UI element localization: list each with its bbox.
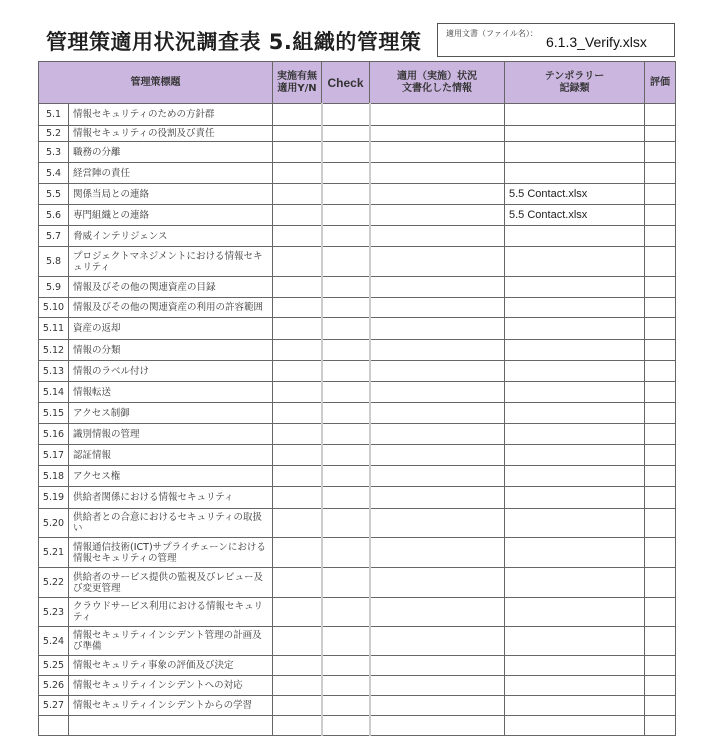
implemented-yn-cell[interactable] [273,142,322,163]
implemented-yn-cell[interactable] [273,205,322,226]
temporary-record-cell[interactable] [505,538,645,568]
implemented-yn-cell[interactable] [273,104,322,126]
evaluation-cell[interactable] [645,509,676,538]
page-title: 管理策適用状況調査表 5.組織的管理策 [46,30,422,54]
control-title: 情報転送 [69,382,273,403]
implemented-yn-cell[interactable] [273,382,322,403]
temporary-record-cell[interactable] [505,382,645,403]
control-title: 情報及びその他の関連資産の利用の許容範囲 [69,298,273,318]
applied-document-label: 適用文書（ファイル名）： [446,29,538,38]
control-title: 情報セキュリティインシデントへの対応 [69,676,273,696]
check-cell[interactable] [322,298,370,318]
control-title: 情報セキュリティインシデントからの学習 [69,696,273,716]
table-row [39,445,676,466]
implemented-yn-cell[interactable] [273,627,322,656]
documented-info-cell[interactable] [370,361,505,382]
temporary-record-cell[interactable] [505,627,645,656]
documented-info-cell[interactable] [370,104,505,126]
control-title: 情報及びその他の関連資産の目録 [69,277,273,298]
evaluation-cell[interactable] [645,142,676,163]
documented-info-cell[interactable] [370,424,505,445]
table-row [39,247,676,277]
control-number: 5.23 [39,598,69,627]
temporary-record-cell[interactable] [505,277,645,298]
check-cell[interactable] [322,247,370,277]
check-cell[interactable] [322,424,370,445]
temporary-record-cell[interactable] [505,163,645,184]
temporary-record-cell[interactable]: 5.5 Contact.xlsx [505,184,645,205]
check-cell[interactable] [322,184,370,205]
check-cell[interactable] [322,163,370,184]
control-title: 脅威インテリジェンス [69,226,273,247]
table-row [39,226,676,247]
check-cell[interactable] [322,126,370,142]
evaluation-cell[interactable] [645,696,676,716]
evaluation-cell[interactable] [645,403,676,424]
table-row [39,298,676,318]
control-title: 情報の分類 [69,340,273,361]
control-number [39,716,69,736]
evaluation-cell[interactable] [645,487,676,509]
table-row [39,340,676,361]
temporary-record-cell[interactable] [505,142,645,163]
table-row [39,104,676,126]
check-cell[interactable] [322,226,370,247]
check-cell[interactable] [322,538,370,568]
temporary-record-cell[interactable] [505,126,645,142]
documented-info-cell[interactable] [370,163,505,184]
documented-info-cell[interactable] [370,340,505,361]
check-cell[interactable] [322,318,370,340]
table-row [39,382,676,403]
control-number: 5.11 [39,318,69,340]
table-row [39,424,676,445]
table-row [39,466,676,487]
documented-info-cell[interactable] [370,318,505,340]
table-row [39,403,676,424]
evaluation-cell[interactable] [645,466,676,487]
control-number: 5.21 [39,538,69,568]
header-control-title: 管理策標題 [39,62,273,104]
check-cell[interactable] [322,598,370,627]
control-number: 5.26 [39,676,69,696]
implemented-yn-cell[interactable] [273,445,322,466]
documented-info-cell[interactable] [370,298,505,318]
evaluation-cell[interactable] [645,318,676,340]
table-row [39,163,676,184]
temporary-record-cell[interactable] [505,361,645,382]
table-row [39,598,676,627]
table-row [39,205,676,226]
table-row [39,696,676,716]
evaluation-cell[interactable] [645,247,676,277]
implemented-yn-cell[interactable] [273,487,322,509]
documented-info-cell[interactable] [370,184,505,205]
evaluation-cell[interactable] [645,445,676,466]
table-row [39,142,676,163]
evaluation-cell[interactable] [645,226,676,247]
documented-info-cell[interactable] [370,403,505,424]
control-title [69,716,273,736]
table-row [39,126,676,142]
check-cell[interactable] [322,277,370,298]
evaluation-cell[interactable] [645,126,676,142]
check-cell[interactable] [322,656,370,676]
check-cell[interactable] [322,509,370,538]
temporary-record-cell[interactable] [505,656,645,676]
control-title: 資産の返却 [69,318,273,340]
implemented-yn-cell[interactable] [273,403,322,424]
temporary-record-cell[interactable] [505,598,645,627]
implemented-yn-cell[interactable] [273,340,322,361]
evaluation-cell[interactable] [645,104,676,126]
evaluation-cell[interactable] [645,277,676,298]
temporary-record-cell[interactable] [505,424,645,445]
header-evaluation: 評価 [645,62,676,104]
documented-info-cell[interactable] [370,487,505,509]
implemented-yn-cell[interactable] [273,676,322,696]
implemented-yn-cell[interactable] [273,247,322,277]
temporary-record-cell[interactable] [505,445,645,466]
applied-document-filename[interactable]: 6.1.3_Verify.xlsx [546,34,647,50]
evaluation-cell[interactable] [645,568,676,598]
table-row [39,184,676,205]
evaluation-cell[interactable] [645,656,676,676]
check-cell[interactable] [322,466,370,487]
implemented-yn-cell[interactable] [273,277,322,298]
control-title: 供給者関係における情報セキュリティ [69,487,273,509]
implemented-yn-cell[interactable] [273,424,322,445]
evaluation-cell[interactable] [645,627,676,656]
documented-info-cell[interactable] [370,277,505,298]
implemented-yn-cell[interactable] [273,184,322,205]
control-title: プロジェクトマネジメントにおける情報セキュリティ [69,247,273,277]
documented-info-cell[interactable] [370,142,505,163]
table-row [39,568,676,598]
evaluation-cell[interactable] [645,298,676,318]
control-number: 5.12 [39,340,69,361]
control-number: 5.4 [39,163,69,184]
evaluation-cell[interactable] [645,716,676,736]
header-check: Check [322,62,370,104]
control-status-table [38,61,676,736]
control-title: 情報通信技術(ICT)サプライチェーンにおける情報セキュリティの管理 [69,538,273,568]
implemented-yn-cell[interactable] [273,361,322,382]
table-row [39,318,676,340]
control-title: アクセス権 [69,466,273,487]
documented-info-cell[interactable] [370,382,505,403]
implemented-yn-cell[interactable] [273,226,322,247]
implemented-yn-cell[interactable] [273,126,322,142]
control-title: 情報セキュリティ事象の評価及び決定 [69,656,273,676]
check-cell[interactable] [322,696,370,716]
control-number: 5.6 [39,205,69,226]
check-cell[interactable] [322,445,370,466]
evaluation-cell[interactable] [645,340,676,361]
implemented-yn-cell[interactable] [273,656,322,676]
documented-info-cell[interactable] [370,247,505,277]
control-number: 5.1 [39,104,69,126]
control-number: 5.22 [39,568,69,598]
documented-info-cell[interactable] [370,568,505,598]
control-title: 職務の分離 [69,142,273,163]
temporary-record-cell[interactable] [505,716,645,736]
check-cell[interactable] [322,568,370,598]
header-implemented-yn: 実施有無 適用Y/N [273,62,322,104]
check-cell[interactable] [322,104,370,126]
temporary-record-cell[interactable] [505,247,645,277]
temporary-record-cell[interactable] [505,676,645,696]
control-title: 関係当局との連絡 [69,184,273,205]
control-number: 5.10 [39,298,69,318]
table-row [39,656,676,676]
temporary-record-cell[interactable] [505,226,645,247]
control-number: 5.3 [39,142,69,163]
check-cell[interactable] [322,676,370,696]
evaluation-cell[interactable] [645,163,676,184]
header-documented-info: 適用（実施）状況 文書化した情報 [370,62,505,104]
control-title: 専門組織との連絡 [69,205,273,226]
check-cell[interactable] [322,340,370,361]
applied-document-box [437,23,675,57]
control-title: 情報セキュリティの役割及び責任 [69,126,273,142]
documented-info-cell[interactable] [370,466,505,487]
evaluation-cell[interactable] [645,598,676,627]
implemented-yn-cell[interactable] [273,568,322,598]
documented-info-cell[interactable] [370,509,505,538]
control-number: 5.9 [39,277,69,298]
implemented-yn-cell[interactable] [273,538,322,568]
documented-info-cell[interactable] [370,226,505,247]
table-row [39,676,676,696]
evaluation-cell[interactable] [645,382,676,403]
temporary-record-cell[interactable]: 5.5 Contact.xlsx [505,205,645,226]
implemented-yn-cell[interactable] [273,716,322,736]
control-number: 5.7 [39,226,69,247]
documented-info-cell[interactable] [370,696,505,716]
implemented-yn-cell[interactable] [273,509,322,538]
control-number: 5.14 [39,382,69,403]
control-number: 5.18 [39,466,69,487]
temporary-record-cell[interactable] [505,318,645,340]
temporary-record-cell[interactable] [505,340,645,361]
temporary-record-cell[interactable] [505,568,645,598]
implemented-yn-cell[interactable] [273,466,322,487]
documented-info-cell[interactable] [370,676,505,696]
temporary-record-cell[interactable] [505,487,645,509]
control-number: 5.27 [39,696,69,716]
temporary-record-cell[interactable] [505,466,645,487]
check-cell[interactable] [322,716,370,736]
evaluation-cell[interactable] [645,361,676,382]
table-body [39,104,676,736]
table-row [39,716,676,736]
table-row [39,277,676,298]
control-title: アクセス制御 [69,403,273,424]
control-number: 5.2 [39,126,69,142]
table-row [39,361,676,382]
control-number: 5.5 [39,184,69,205]
table-row [39,509,676,538]
header-temporary-records: テンポラリー 記録類 [505,62,645,104]
temporary-record-cell[interactable] [505,104,645,126]
temporary-record-cell[interactable] [505,696,645,716]
control-title: クラウドサービス利用における情報セキュリティ [69,598,273,627]
temporary-record-cell[interactable] [505,509,645,538]
control-title: 情報セキュリティのための方針群 [69,104,273,126]
control-number: 5.17 [39,445,69,466]
control-title: 認証情報 [69,445,273,466]
temporary-record-cell[interactable] [505,403,645,424]
control-title: 経営陣の責任 [69,163,273,184]
check-cell[interactable] [322,487,370,509]
table-row [39,538,676,568]
control-number: 5.16 [39,424,69,445]
documented-info-cell[interactable] [370,598,505,627]
control-number: 5.15 [39,403,69,424]
check-cell[interactable] [322,627,370,656]
control-number: 5.19 [39,487,69,509]
control-title: 情報のラベル付け [69,361,273,382]
documented-info-cell[interactable] [370,716,505,736]
documented-info-cell[interactable] [370,538,505,568]
table-header-row [39,62,676,104]
control-number: 5.8 [39,247,69,277]
check-cell[interactable] [322,205,370,226]
control-number: 5.25 [39,656,69,676]
documented-info-cell[interactable] [370,627,505,656]
documented-info-cell[interactable] [370,656,505,676]
evaluation-cell[interactable] [645,424,676,445]
table-row [39,627,676,656]
evaluation-cell[interactable] [645,205,676,226]
implemented-yn-cell[interactable] [273,298,322,318]
control-title: 情報セキュリティインシデント管理の計画及び準備 [69,627,273,656]
evaluation-cell[interactable] [645,676,676,696]
check-cell[interactable] [322,361,370,382]
temporary-record-cell[interactable] [505,298,645,318]
implemented-yn-cell[interactable] [273,696,322,716]
control-number: 5.13 [39,361,69,382]
documented-info-cell[interactable] [370,445,505,466]
documented-info-cell[interactable] [370,126,505,142]
check-cell[interactable] [322,382,370,403]
implemented-yn-cell[interactable] [273,163,322,184]
check-cell[interactable] [322,142,370,163]
documented-info-cell[interactable] [370,205,505,226]
table-row [39,487,676,509]
implemented-yn-cell[interactable] [273,318,322,340]
evaluation-cell[interactable] [645,538,676,568]
control-title: 供給者のサービス提供の監視及びレビュー及び変更管理 [69,568,273,598]
control-title: 供給者との合意におけるセキュリティの取扱い [69,509,273,538]
check-cell[interactable] [322,403,370,424]
evaluation-cell[interactable] [645,184,676,205]
control-title: 識別情報の管理 [69,424,273,445]
implemented-yn-cell[interactable] [273,598,322,627]
control-number: 5.24 [39,627,69,656]
control-number: 5.20 [39,509,69,538]
